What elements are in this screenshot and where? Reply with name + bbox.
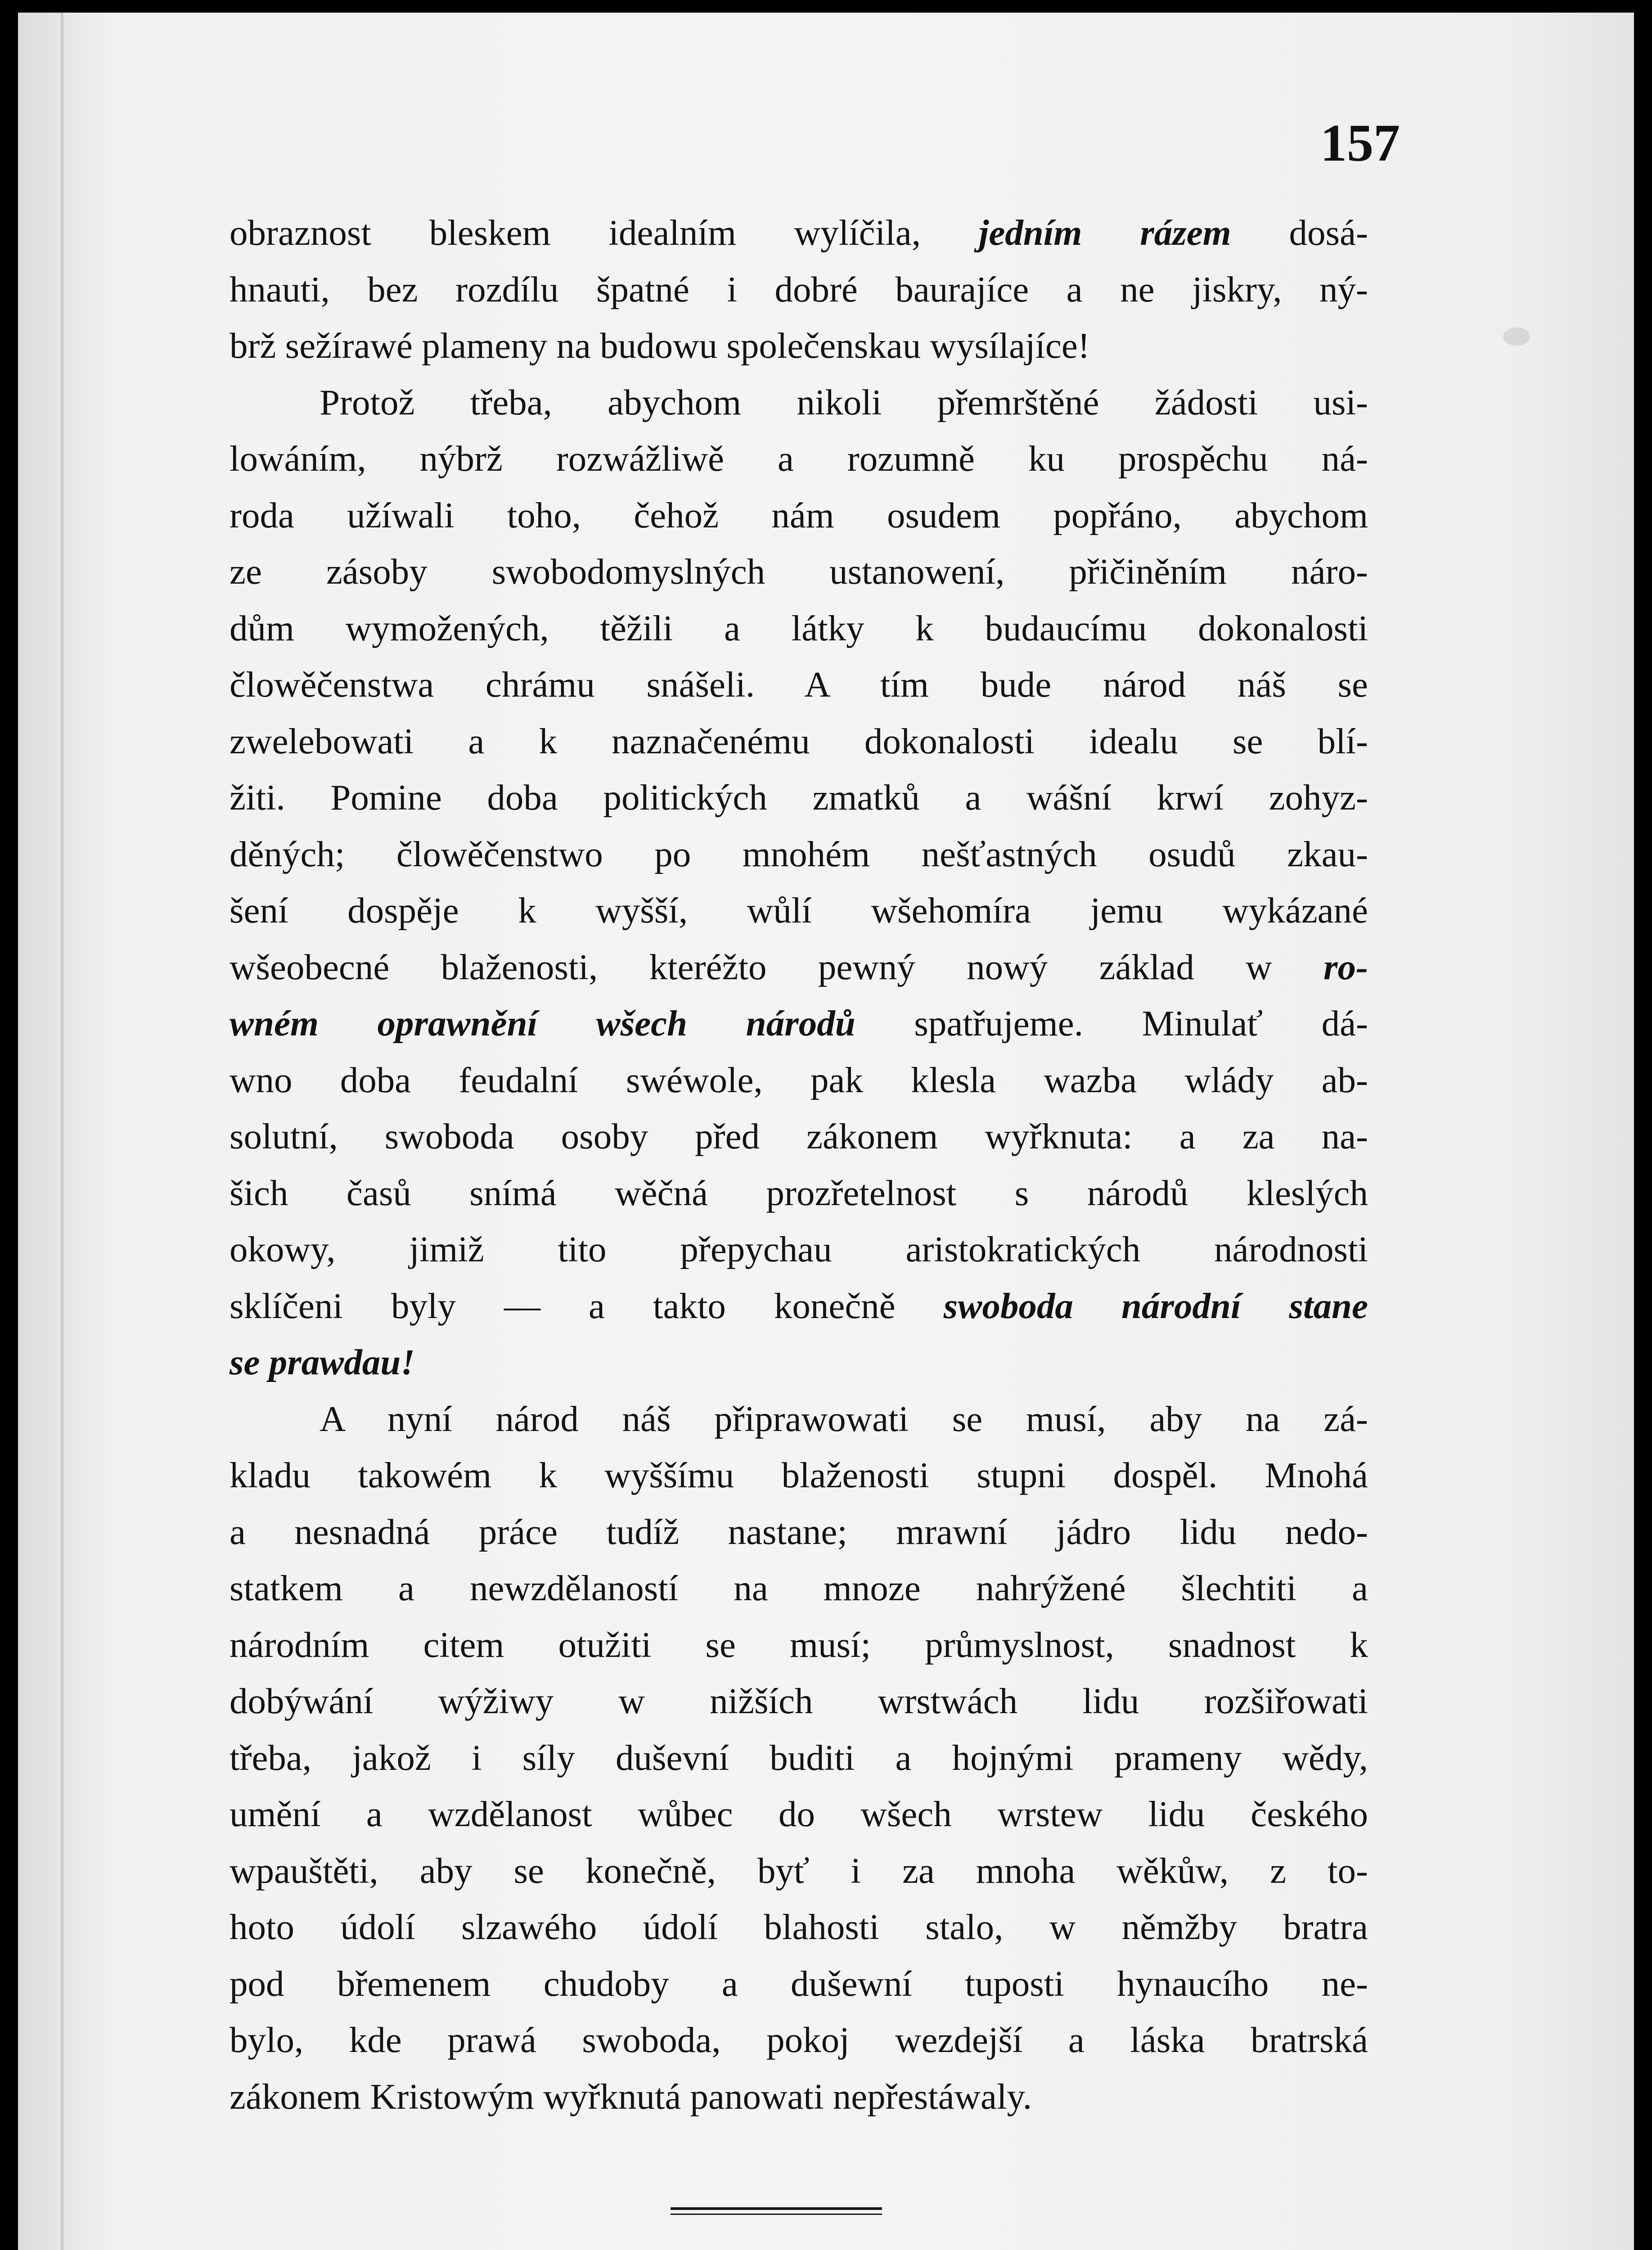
paragraph-p1 [230, 205, 1368, 374]
text-run: hnauti, bez rozdílu špatné i dobré baurajíce a ne jiskry, ný- [230, 269, 1368, 310]
italic-run: swoboda národní stane [943, 1285, 1368, 1326]
page-number: 157 [1320, 113, 1400, 172]
text-run: bylo, kde prawá swoboda, pokoj wezdejší a láska bratrská [230, 2020, 1368, 2060]
text-line [230, 1447, 1368, 1504]
text-line [230, 1899, 1368, 1956]
paragraph-p3 [230, 1391, 1368, 2125]
text-run: ze zásoby swobodomyslných ustanowení, přičiněním náro- [230, 551, 1368, 592]
text-run: pod břemenem chudoby a dušewní tuposti hynaucího ne- [230, 1963, 1368, 2004]
text-run: dobýwání wýžiwy w nižších wrstwách lidu rozšiřowati [230, 1681, 1368, 1721]
text-line [230, 1560, 1368, 1617]
text-run: wšeobecné blaženosti, kteréžto pewný nowý základ w [230, 946, 1323, 987]
italic-run: jedním rázem [978, 212, 1231, 253]
text-line [230, 657, 1368, 713]
text-line [230, 1673, 1368, 1730]
text-run: šich časů snímá wěčná prozřetelnost s národů kleslých [230, 1172, 1368, 1213]
text-run: wno doba feudalní swéwole, pak klesla wazba wlády ab- [230, 1059, 1368, 1100]
text-run: umění a wzdělanost wůbec do wšech wrstew lidu českého [230, 1794, 1368, 1834]
text-run: děných; člowěčenstwo po mnohém nešťastných osudů zkau- [230, 833, 1368, 874]
text-line [230, 826, 1368, 883]
text-line [230, 995, 1368, 1052]
paper-stain [1503, 328, 1530, 346]
text-line [230, 1843, 1368, 1899]
text-run: a nesnadná práce tudíž nastane; mrawní jádro lidu nedo- [230, 1511, 1368, 1552]
text-line [230, 1504, 1368, 1561]
text-run: dům wymožených, těžili a látky k budaucímu dokonalosti [230, 608, 1368, 648]
text-line [230, 544, 1368, 600]
italic-run: se prawdau! [230, 1342, 415, 1382]
text-line [230, 374, 1368, 431]
text-line [230, 1052, 1368, 1109]
text-line [230, 2012, 1368, 2069]
text-run: solutní, swoboda osoby před zákonem wyřknuta: a za na- [230, 1116, 1368, 1156]
text-run: hoto údolí slzawého údolí blahosti stalo, w němžby bratra [230, 1907, 1368, 1947]
text-line [230, 205, 1368, 261]
italic-run: wném oprawnění wšech národů [230, 1003, 855, 1044]
text-line [230, 1956, 1368, 2012]
text-run: zákonem Kristowým wyřknutá panowati nepřestáwaly. [230, 2076, 1032, 2117]
body-text [230, 205, 1368, 2125]
paragraph-p2 [230, 374, 1368, 1391]
text-run: národním citem otužiti se musí; průmyslnost, snadnost k [230, 1624, 1368, 1665]
text-line [230, 713, 1368, 770]
binding-gutter [61, 13, 63, 2250]
text-line [230, 431, 1368, 487]
text-run: dosá- [1231, 212, 1368, 253]
text-run: obraznost bleskem idealním wylíčila, [230, 212, 979, 253]
text-line [230, 1165, 1368, 1222]
text-line [230, 1786, 1368, 1843]
text-line [230, 1278, 1368, 1335]
text-line [230, 882, 1368, 939]
text-line [230, 487, 1368, 544]
text-line [230, 770, 1368, 826]
text-line [230, 261, 1368, 318]
text-line [230, 318, 1368, 374]
text-run: okowy, jimiž tito přepychau aristokratických národnosti [230, 1229, 1368, 1269]
text-run: brž sežírawé plameny na budowu společenskau wysílajíce! [230, 325, 1090, 366]
text-run: žiti. Pomine doba politických zmatků a wášní krwí zohyz- [230, 777, 1368, 818]
text-run: Protož třeba, abychom nikoli přemrštěné žádosti usi- [320, 382, 1368, 423]
text-line [230, 939, 1368, 996]
text-line [230, 600, 1368, 657]
text-run: roda užíwali toho, čehož nám osudem popřáno, abychom [230, 495, 1368, 536]
text-run: šení dospěje k wyšší, wůlí wšehomíra jemu wykázané [230, 890, 1368, 931]
text-line [230, 1391, 1368, 1448]
text-line [230, 1221, 1368, 1278]
text-run: kladu takowém k wyššímu blaženosti stupni dospěl. Mnohá [230, 1455, 1368, 1495]
text-run: spatřujeme. Minulať dá- [855, 1003, 1368, 1044]
rule-line-thick [671, 2207, 882, 2210]
text-run: statkem a newzdělaností na mnoze nahrýžené šlechtiti a [230, 1568, 1368, 1608]
text-run: wpauštěti, aby se konečně, byť i za mnoha wěkůw, z to- [230, 1850, 1368, 1891]
text-line [230, 1730, 1368, 1786]
text-run: A nyní národ náš připrawowati se musí, aby na zá- [320, 1398, 1368, 1439]
text-run: zwelebowati a k naznačenému dokonalosti idealu se blí- [230, 720, 1368, 761]
text-run: lowáním, nýbrž rozwážliwě a rozumně ku prospěchu ná- [230, 438, 1368, 479]
end-rule [671, 2207, 882, 2218]
text-run: třeba, jakož i síly duševní buditi a hojnými prameny wědy, [230, 1737, 1368, 1778]
italic-run: ro- [1323, 946, 1368, 987]
text-run: sklíčeni byly — a takto konečně [230, 1285, 944, 1326]
text-run: člowěčenstwa chrámu snášeli. A tím bude národ náš se [230, 664, 1368, 705]
text-line [230, 1334, 1368, 1391]
rule-line-thin [671, 2214, 882, 2215]
text-line [230, 1617, 1368, 1674]
text-line [230, 2069, 1368, 2125]
text-line [230, 1108, 1368, 1165]
